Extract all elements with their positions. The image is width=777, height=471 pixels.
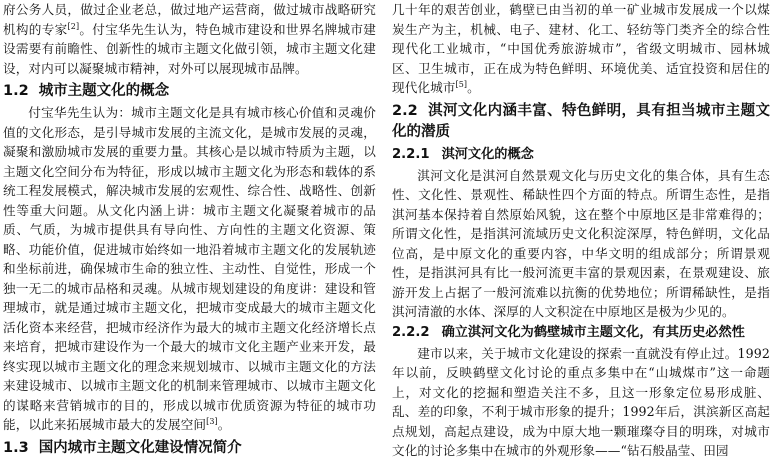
history-paragraph: 建市以来，关于城市文化建设的探索一直就没有停止过。1992年以前，反映鹤壁文化讨论的重点多集中在“山城煤市”这一命题上，对文化的挖掘和塑造关注不多，且这一形象定位易形成脏、乱、差的印象，不利于城市形象的提升；1992年后，淇滨新区高起点规划，高起点建设，成为中原大地一颗璀璨夺目的明珠，对城市文化的讨论多集中在城市的外观形象——“钻石般晶莹、田园: [392, 345, 770, 458]
subsection-heading-2-2-1: [392, 145, 770, 165]
section-title: 城市主题文化的概念: [38, 83, 170, 99]
section-title: 淇河文化内涵丰富、特色鲜明，具有担当城市主题文化的潜质: [392, 102, 770, 140]
concept-text: 付宝华先生认为：城市主题文化是具有城市核心价值和灵魂价值的文化形态，是引导城市发展的主流文化，是城市发展的灵魂，凝聚和激励城市发展的重要力量。其核心是以城市特质为主题，以主题文化空间分布为特征，形成以城市主题文化为形态和载体的系统工程发展模式，解决城市发展的宏观性、综合性、战略性、创新性等重大问题。从文化内涵上讲：城市主题文化凝聚着城市的品质、气质，为城市提供具有导向性、方向性的主题文化资源、策略、功能价值，促进城市始终如一地沿着城市主题文化的发展轨迹和坐标前进，确保城市生命的独立性、主动性、自觉性，形成一个独一无二的城市品格和灵魂。从城市规划建设的角度讲：建设和管理城市，就是通过城市主题文化，把城市变成最大的城市主题文化活化资本来经营，把城市经济作为最大的城市主题文化经济增长点来培育，把城市建设作为一个最大的城市文化主题产业来开发，最终实现以城市主题文化的理念来规划城市、以城市主题文化的方法来建设城市、以城市主题文化的机制来管理城市、以城市主题文化的谋略来营销城市的目的，形成以城市优质资源为特征的城市功能，以此来拓展城市最大的发展空间: [3, 105, 376, 432]
concept-text-end: 。: [217, 417, 231, 432]
section-number: 2.2: [392, 102, 418, 119]
section-heading-1-2: [3, 81, 376, 101]
hebi-text: 几十年的艰苦创业，鹤壁已由当初的单一矿业城市发展成一个以煤炭生产为主，机械、电子、建材、化工、轻纺等门类齐全的综合性现代化工业城市，“中国优秀旅游城市”，省级文明城市、园林城区、卫生城市，正在成为特色鲜明、环境优美、适宜投资和居住的现代化城市: [392, 2, 770, 95]
right-column: [384, 0, 770, 471]
section-title: 国内城市主题文化建设情况简介: [38, 439, 242, 456]
subsection-number: 2.2.2: [392, 324, 430, 340]
subsection-number: 2.2.1: [392, 146, 430, 162]
section-number: 1.3: [3, 439, 29, 456]
section-number: 1.2: [3, 83, 29, 99]
intro-text-rest: 。付宝华先生认为，特色城市建设和世界名牌城市建设需要有前瞻性、创新性的城市主题文化做引领，城市主题文化建设，对内可以凝聚城市精神，对外可以展现城市品牌。: [3, 21, 376, 76]
citation-ref-2: [2]: [67, 21, 80, 31]
subsection-heading-2-2-2: [392, 323, 770, 343]
subsection-title: 确立淇河文化为鹤壁城市主题文化，有其历史必然性: [441, 324, 745, 340]
left-column: [3, 0, 384, 471]
citation-ref-5: [5]: [455, 79, 468, 89]
intro-paragraph: [3, 0, 376, 78]
intro-text: 府公务人员，做过企业老总，做过地产运营商，做过城市战略研究机构的专家: [3, 2, 376, 37]
concept-paragraph: [3, 103, 376, 435]
section-heading-1-3: [3, 438, 376, 458]
citation-ref-3: [3]: [206, 416, 218, 426]
section-heading-2-2: [392, 101, 770, 143]
subsection-title: 淇河文化的概念: [441, 146, 534, 162]
hebi-text-end: 。: [467, 80, 480, 95]
hebi-paragraph: [392, 0, 770, 98]
qihe-concept-paragraph: 淇河文化是淇河自然景观文化与历史文化的集合体，具有生态性、文化性、景观性、稀缺性四个方面的特点。所谓生态性，是指淇河基本保持着自然原始风貌，这在整个中原地区是非常难得的；所谓文化性，是指淇河流域历史文化积淀深厚，特色鲜明，文化品位高，是中原文化的重要内容，中华文明的组成部分；所谓景观性，是指淇河具有比一般河流更丰富的景观因素，在景观建设、旅游开发上占据了一般河流难以抗衡的优势地位；所谓稀缺性，是指淇河清澈的水体、深厚的人文积淀在中原地区是极为少见的。: [392, 167, 770, 319]
